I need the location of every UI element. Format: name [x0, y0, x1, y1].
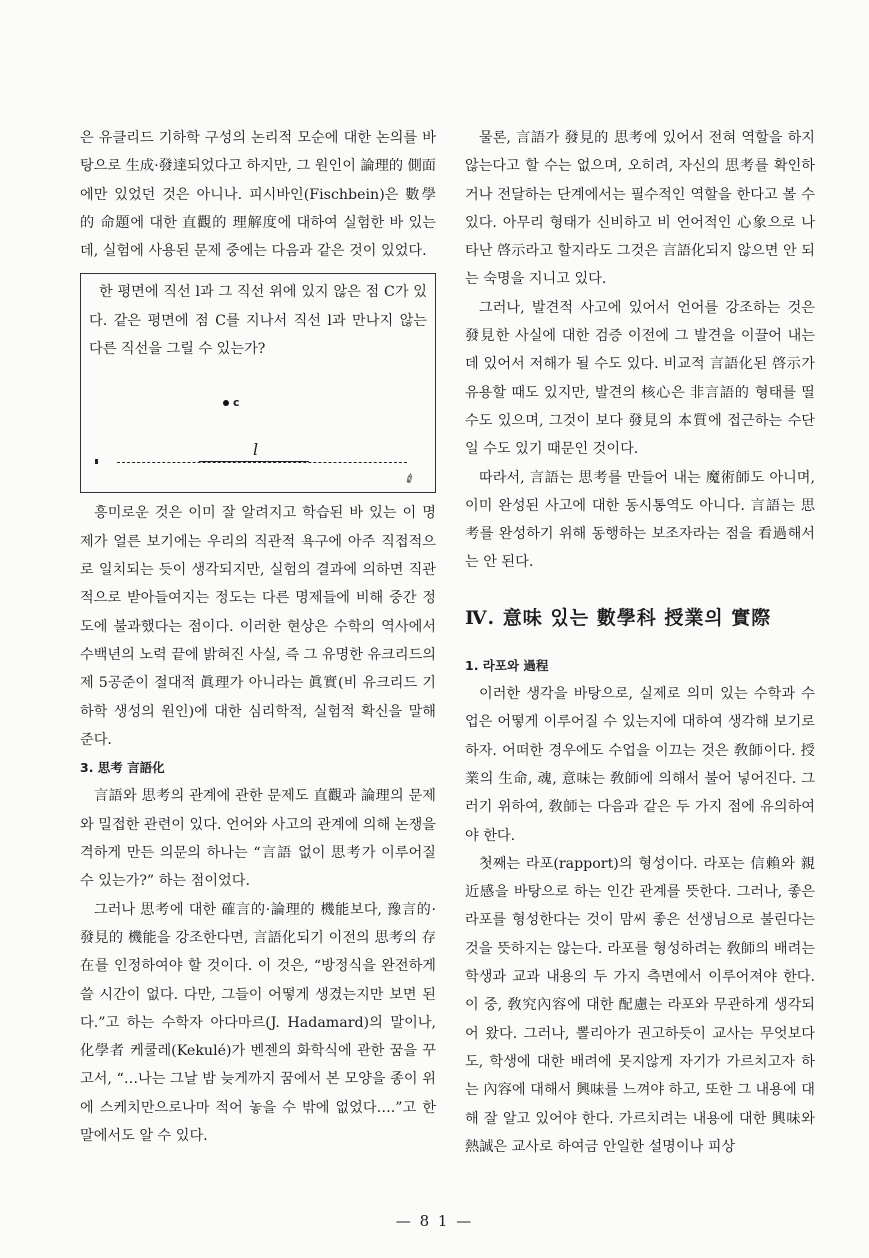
line-segment [199, 461, 309, 462]
paragraph: 그러나 思考에 대한 確言的·論理的 機能보다, 豫言的·發見的 機能을 강조한다면, 言語化되기 이전의 思考의 存在를 인정하여야 할 것이다. 이 것은, “방정식을 완전하게 쓸 시간이 없다. 다만, 그들이 어떻게 생겼는지만 보면 된다.”고 하는 수학자 아다마르(J. Hadamard)의 말이나, 化學者 케쿨레(Kekulé)가 벤젠의 화학식에 관한 꿈을 꾸고서, “…나는 그날 밤 늦게까지 꿈에서 본 모양을 종이 위에 스케치만으로나마 적어 놓을 수 밖에 없었다….”고 한 말에서도 알 수 있다. [80, 901, 436, 1145]
paragraph: 은 유클리드 기하학 구성의 논리적 모순에 대한 논의를 바탕으로 生成·發達되었다고 하지만, 그 원인이 論理的 側面에만 있었던 것은 아니나. 피시바인(Fischbein)은 數學的 命題에 대한 直觀的 理解度에 대하여 실험한 바 있는데, 실험에 사용된 문제 중에는 다음과 같은 것이 있었다. [80, 130, 436, 260]
paragraph: 첫째는 라포(rapport)의 형성이다. 라포는 信賴와 親近感을 바탕으로 하는 인간 관계를 뜻한다. 그러나, 좋은 라포를 형성한다는 것이 맘씨 좋은 선생님으로 불린다는 것을 뜻하지는 않는다. 라포를 형성하려는 敎師의 배려는 학생과 교과 내용의 두 가지 측면에서 이루어져야 한다. 이 중, 敎究內容에 대한 配慮는 라포와 무관하게 생각되어 왔다. 그러나, 뽈리아가 권고하듯이 교사는 무엇보다도, 학생에 대한 배려에 못지않게 자기가 가르치고자 하는 內容에 대해서 興味를 느껴야 하고, 또한 그 내용에 대해 잘 알고 있어야 한다. 가르치려는 내용에 대한 興味와 熱誠은 교사로 하여금 안일한 설명이나 피상 [465, 855, 815, 1155]
page-number: — 8 1 — [395, 1212, 474, 1230]
problem-text: 한 평면에 직선 l과 그 직선 위에 있지 않은 점 C가 있다. 같은 평면에 점 C를 지나서 직선 l과 만나지 않는 다른 직선을 그릴 수 있는가? [89, 284, 427, 358]
paragraph: 흥미로운 것은 이미 잘 알려지고 학습된 바 있는 이 명제가 얼른 보기에는 우리의 직관적 욕구에 아주 직접적으로 일치되는 듯이 생각되지만, 실험의 결과에 의하면 직관적으로 받아들여지는 정도는 다른 명제들에 비해 중간 정도에 불과했다는 점이다. 이러한 현상은 수학의 역사에서 수백년의 노력 끝에 밝혀진 사실, 즉 그 유명한 유크리드의 제 5공준이 절대적 眞理가 아니라는 眞實(비 유크리드 기하학 생성의 원인)에 대한 심리학적, 실험적 확신을 말해 준다. [80, 505, 436, 748]
paragraph: 그러나, 발견적 사고에 있어서 언어를 강조하는 것은 發見한 사실에 대한 검증 이전에 그 발견을 이끌어 내는 데 있어서 저해가 될 수도 있다. 비교적 言語化된 啓示가 유용할 때도 있지만, 발견의 核心은 非言語的 형태를 띨 수도 있으며, 그것이 보다 發見의 本質에 접근하는 수단일 수도 있기 때문인 것이다. [465, 299, 815, 458]
pencil-mark-icon: ✐ [402, 470, 418, 489]
subheading: 1. 라포와 過程 [465, 657, 549, 673]
point-marker [95, 459, 98, 464]
subheading: 3. 思考 言語化 [80, 760, 165, 776]
paragraph: 이러한 생각을 바탕으로, 실제로 의미 있는 수학과 수업은 어떻게 이루어질 수 있는지에 대하여 생각해 보기로 하자. 어떠한 경우에도 수업을 이끄는 것은 敎師이다. 授業의 生命, 魂, 意味는 敎師에 의해서 불어 넣어진다. 그러기 위하여, 敎師는 다음과 같은 두 가지 점에 유의하여야 한다. [465, 686, 815, 844]
problem-box [80, 273, 436, 493]
paragraph: 물론, 言語가 發見的 思考에 있어서 전혀 역할을 하지 않는다고 할 수는 없으며, 오히려, 자신의 思考를 확인하거나 전달하는 단계에서는 필수적인 역할을 한다고 볼 수 있다. 아무리 형태가 신비하고 비 언어적인 心象으로 나타난 啓示라고 할지라도 그것은 言語化되지 않으면 안 되는 숙명을 지니고 있다. [465, 130, 815, 288]
dashed-line-l [117, 462, 407, 463]
left-column [80, 124, 436, 1150]
paragraph: 言語와 思考의 관계에 관한 문제도 直觀과 論理의 문제와 밀접한 관련이 있다. 언어와 사고의 관계에 의해 논쟁을 격하게 만든 의문의 하나는 “言語 없이 思考가 이루어질 수 있는가?” 하는 점이었다. [80, 788, 436, 890]
section-title: Ⅳ. 意味 있는 數學科 授業의 實際 [465, 606, 772, 629]
right-column [465, 124, 815, 1161]
line-l-label: l [253, 440, 259, 460]
point-c-label: c [223, 396, 240, 409]
paragraph: 따라서, 言語는 思考를 만들어 내는 魔術師도 아니며, 이미 완성된 사고에 대한 동시통역도 아니다. 言語는 思考를 완성하기 위해 동행하는 보조자라는 점을 看過해서는 안 된다. [465, 469, 815, 571]
